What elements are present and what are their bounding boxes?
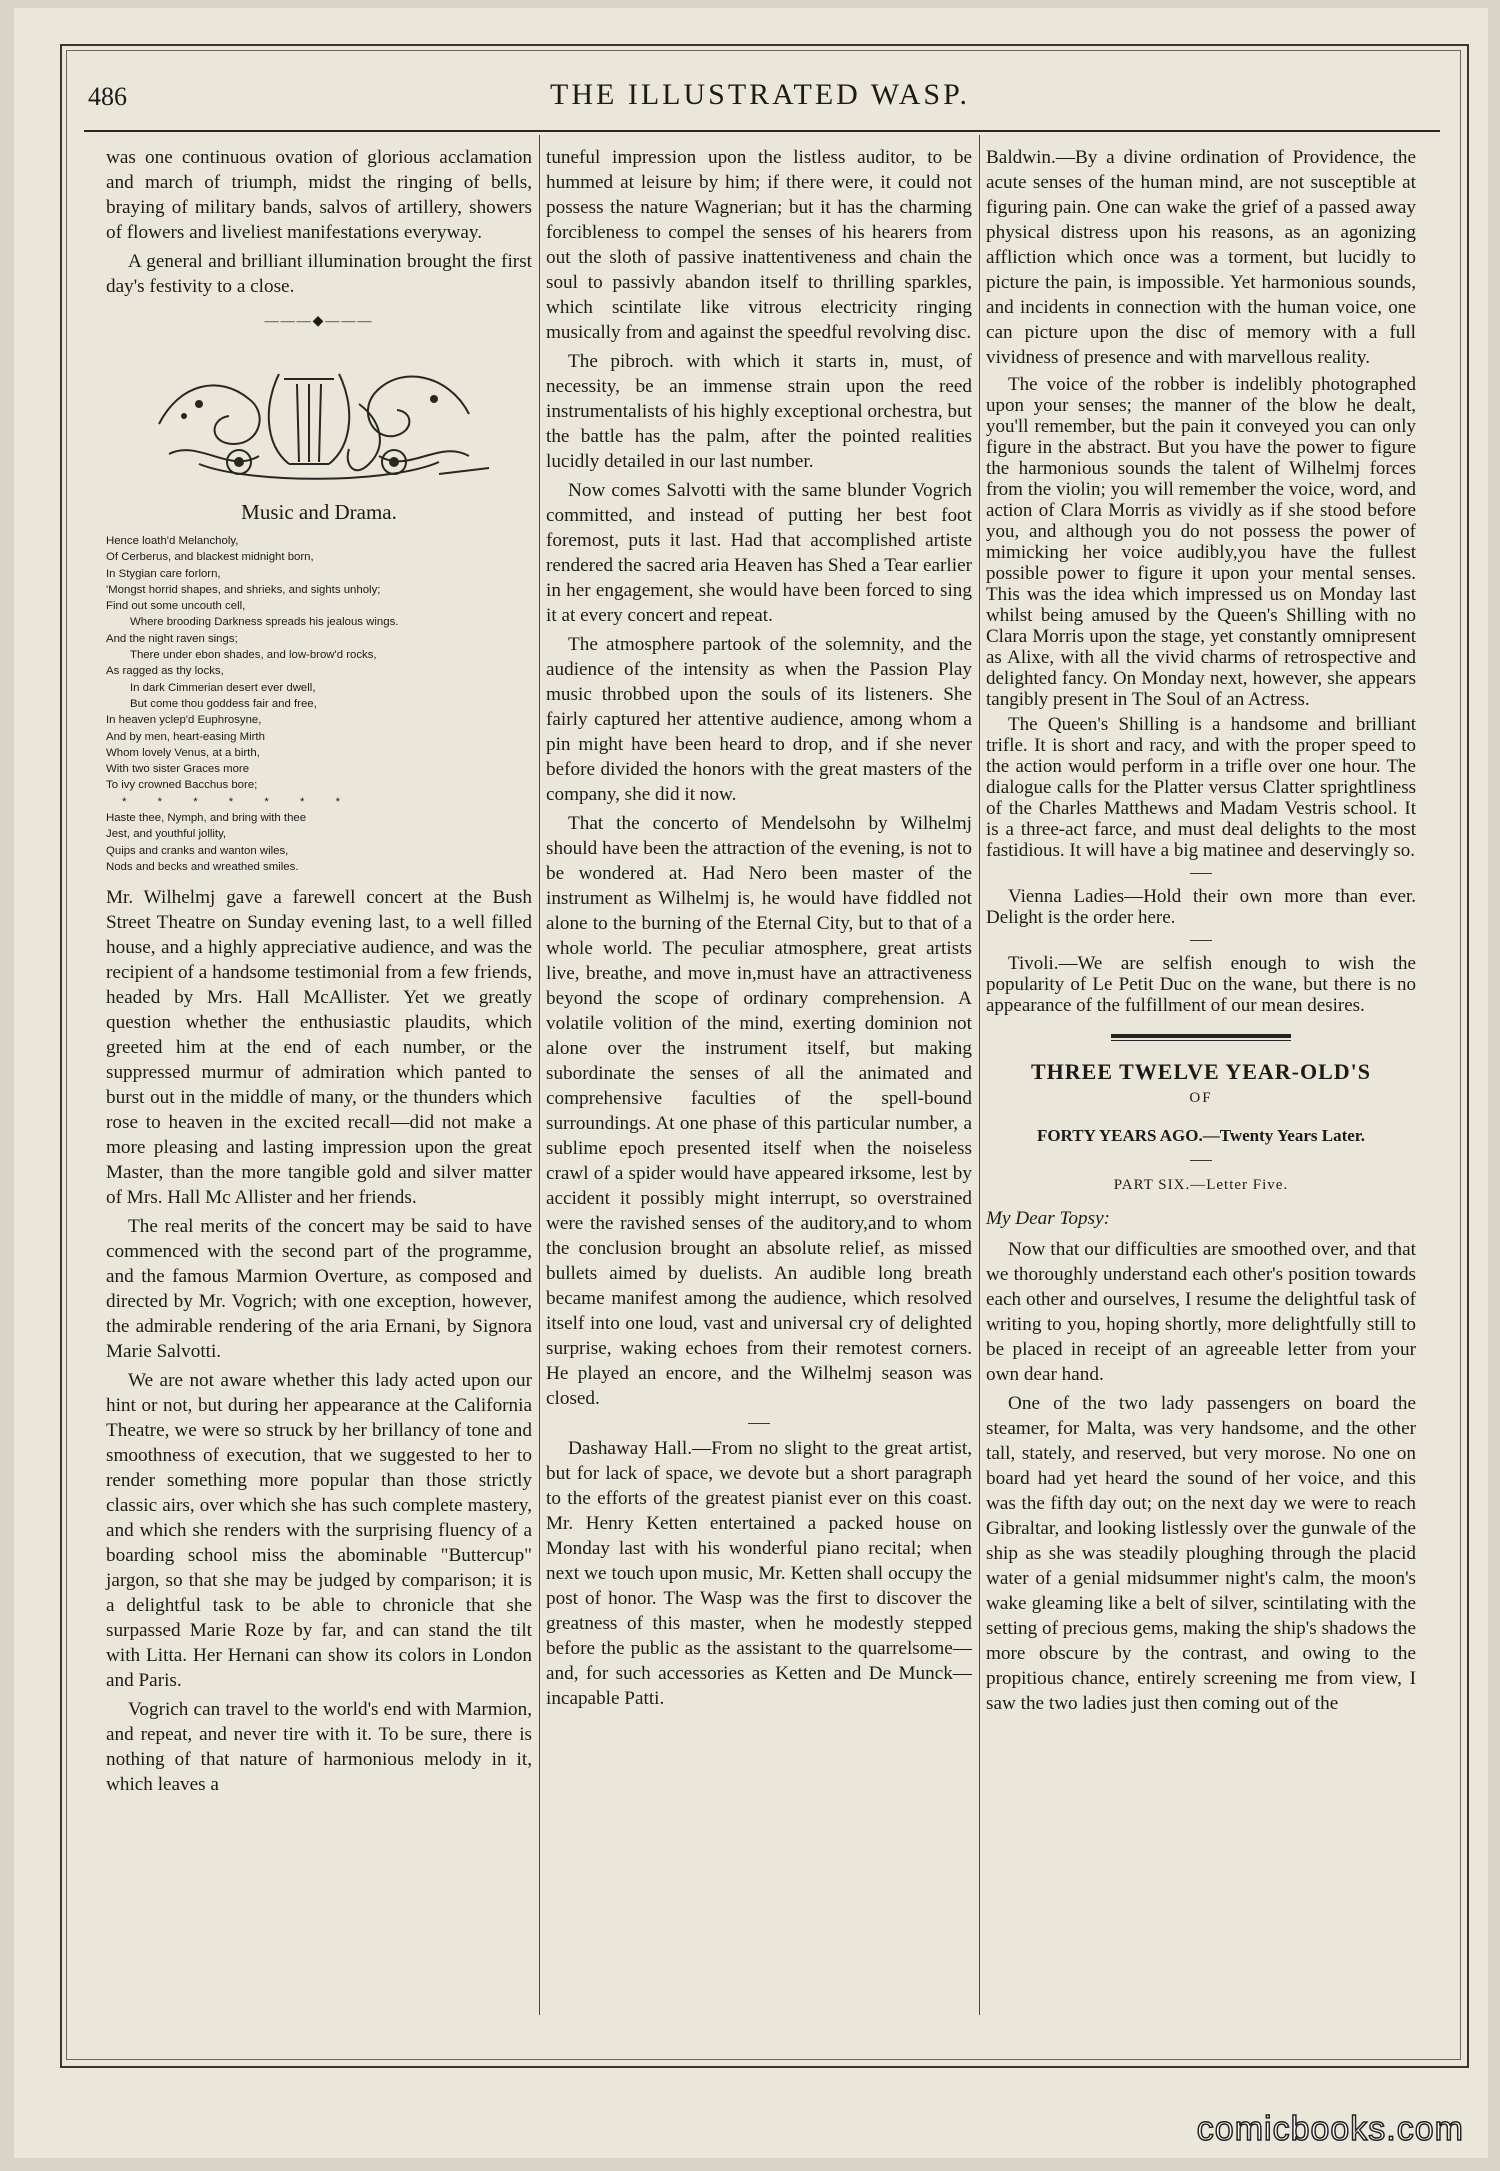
poem-line: And by men, heart-easing Mirth bbox=[106, 730, 265, 743]
paragraph-salvotti-blunder: Now comes Salvotti with the same blunder Vogrich committed, and instead of putting her best foot foremost, puts it last. Had that accomplished artiste rendered the sacred aria Heaven has Shed a Tear earlier in her engagement, she would have been forced to sing it at every concert and repeat. bbox=[546, 480, 972, 626]
paragraph-pibroch: The pibroch. with which it starts in, must, of necessity, be an immense strain upon the reed instrumentalists of his highly exceptional orchestra, but the battle has the palm, after the pointed realities lucidly detailed in our last number. bbox=[546, 351, 972, 472]
paragraph-tuneful: tuneful impression upon the listless auditor, to be hummed at leisure by him; if there were, it could not possess the nature Wagnerian; but it has the charming forcibleness to compel the senses of his hearers from out the sloth of passive inattentiveness and chain the soul to passivly abandon itself to thrilling sparkles, which scintilate like vitrous electricity ringing musically from and against the speedful revolving disc. bbox=[546, 147, 972, 343]
poem-line: In Stygian care forlorn, bbox=[106, 567, 221, 580]
column-rule-1 bbox=[539, 135, 540, 2015]
paragraph-wilhelmj-concert: Mr. Wilhelmj gave a farewell concert at the Bush Street Theatre on Sunday evening last, to a well filled house, and a highly appreciative audience, and was the recipient of a handsome testimonial from a few friends, headed by Mrs. Hall McAllister. Yet we greatly question whether the enthusiastic plaudits, which greeted him at the end of each number, or the suppressed murmur of admiration which panted to burst out in the middle of many, or the thunders which rose to heaven in the excited recall—did not make a more pleasing and lasting impression upon the great Master, than the more tangible gold and silver matter of Mrs. Hall Mc Allister and her friends. bbox=[106, 887, 532, 1209]
paragraph-concert-merits: The real merits of the concert may be said to have commenced with the second part of the programme, and the famous Marmion Overture, as composed and directed by Mr. Vogrich; with one exception, however, the admirable rendering of the aria Ernani, by Signora Marie Salvotti. bbox=[106, 1216, 532, 1363]
header-rule bbox=[84, 130, 1440, 132]
poem-line: Quips and cranks and wanton wiles, bbox=[106, 844, 289, 857]
paragraph-difficulties: Now that our difficulties are smoothed over, and that we thoroughly understand each other's position towards each other and ourselves, I resume the delightful task of writing to you, hoping shortly, more delightfully still to be placed in receipt of an agreeable letter from your own dear hand. bbox=[986, 1239, 1416, 1385]
column-rule-2 bbox=[979, 135, 980, 2015]
paragraph-queens-shilling: The Queen's Shilling is a handsome and brilliant trifle. It is short and racy, and with the proper speed to the action would perform in a trifle over one hour. The dialogue calls for the Platter versus Clatter sprightliness of the Charles Matthews and Madam Vestris school. It is a three-act farce, and must deal delights to the most fastidious. It will have a big matinee and deservingly so. bbox=[986, 714, 1416, 861]
paragraph-lady-passengers: One of the two lady passengers on board the steamer, for Malta, was very handsome, and the other tall, stately, and reserved, but very morose. No one on board had yet heard the sound of her voice, and this was the fifth day out; on the next day we were to reach Gibraltar, and looking listlessly over the gunwale of the ship as she was steadily ploughing through the placid water of a genial midsummer night's calm, the moon's wake gleaming like a belt of silver, scintilating with the setting of precious gems, making the ship's shadows the more obscure by the contrast, and owing to the propitious chance, entirely screening me from view, I saw the two ladies just then coming out of the bbox=[986, 1393, 1416, 1714]
poem-line: With two sister Graces more bbox=[106, 763, 250, 776]
poem-epigraph bbox=[106, 533, 532, 875]
lyre-and-scroll-ornament-icon bbox=[139, 344, 499, 494]
poem-line: There under ebon shades, and low-brow'd rocks, bbox=[130, 649, 377, 662]
poem-line: 'Mongst horrid shapes, and shrieks, and sights unholy; bbox=[106, 583, 381, 596]
poem-line: And the night raven sings; bbox=[106, 632, 238, 645]
section-title-music-and-drama: Music and Drama. bbox=[241, 500, 397, 524]
story-title: THREE TWELVE YEAR-OLD'S bbox=[1030, 1059, 1372, 1084]
heavy-divider bbox=[1111, 1034, 1291, 1038]
paragraph-salvotti-hint: We are not aware whether this lady acted upon our hint or not, but during her appearance at the California Theatre, we were so struck by her brillancy of tone and smoothness of execution, that we suggested to her to render something more popular than those strictly classic airs, over which she has such complete mastery, and which she renders with the surprising fluency of a boarding school miss the abominable "Buttercup" jargon, so that she may be judged by comparison; it is a delightful task to be able to chronicle that she surpassed Marie Roze by far, and can stand the tilt with Litta. Her Hernani can show its colors in London and Paris. bbox=[106, 1370, 532, 1692]
poem-line: In heaven yclep'd Euphrosyne, bbox=[106, 714, 262, 727]
paragraph-vienna-ladies: Vienna Ladies—Hold their own more than ever. Delight is the order here. bbox=[986, 886, 1416, 928]
paragraph-tivoli: Tivoli.—We are selfish enough to wish the popularity of Le Petit Duc on the wane, but there is no appearance of the fulfillment of our mean desires. bbox=[986, 953, 1416, 1016]
masthead: THE ILLUSTRATED WASP. bbox=[550, 78, 970, 111]
watermark: comicbooks.com bbox=[1196, 2110, 1464, 2148]
paragraph-dashaway-hall: Dashaway Hall.—From no slight to the great artist, but for lack of space, we devote but a short paragraph to the efforts of the greatest pianist ever on this coast. Mr. Henry Ketten entertained a packed house on Monday last with his wonderful piano recital; when next we touch upon music, Mr. Ketten shall occupy the post of honor. The Wasp was the first to discover the greatness of this master, when he modestly stepped before the public as the assistant to the quarrelsome—and, for such accessories as Ketten and De Munck—incapable Patti. bbox=[546, 1438, 972, 1709]
paragraph-illumination: A general and brilliant illumination brought the first day's festivity to a close. bbox=[106, 251, 532, 297]
paragraph-ovation: was one continuous ovation of glorious acclamation and march of triumph, midst the ringing of bells, braying of military bands, salvos of artillery, showers of flowers and liveliest manifestations everyway. bbox=[106, 147, 532, 243]
story-of: OF bbox=[1189, 1090, 1213, 1106]
poem-line: In dark Cimmerian desert ever dwell, bbox=[130, 681, 316, 694]
poem-stars: * * * * * * * bbox=[122, 795, 355, 808]
poem-line: Where brooding Darkness spreads his jealous wings. bbox=[130, 616, 399, 629]
poem-line: Haste thee, Nymph, and bring with thee bbox=[106, 812, 307, 825]
poem-line: To ivy crowned Bacchus bore; bbox=[106, 779, 258, 792]
story-part: PART SIX.—Letter Five. bbox=[1113, 1177, 1289, 1193]
poem-line: Find out some uncouth cell, bbox=[106, 600, 246, 613]
poem-line: As ragged as thy locks, bbox=[106, 665, 224, 678]
letter-salutation: My Dear Topsy: bbox=[986, 1208, 1110, 1229]
paragraph-atmosphere: The atmosphere partook of the solemnity, and the audience of the intensity as when the Passion Play music throbbed upon the souls of its listeners. She fairly captured her attentive audience, among whom a pin might have been heard to drop, and if she never before divided the honors with the great masters of the company, she did it now. bbox=[546, 634, 972, 805]
poem-line: Nods and becks and wreathed smiles. bbox=[106, 860, 299, 873]
thin-divider bbox=[1111, 1040, 1291, 1041]
paragraph-mendelsohn-concerto: That the concerto of Mendelsohn by Wilhelmj should have been the attraction of the evening, is not to be wondered at. Had Nero been master of the instrument as Wilhelmj is, he would have fiddled not alone to the burning of the Eternal City, but to that of a whole world. The peculiar atmosphere, great artists live, breathe, and move in,must have an attractiveness beyond the scope of ordinary comprehension. A volatile volition of the mind, exerting dominion not alone over the instrument itself, but making subordinate the senses of all the animated and comprehensive faculties of the spell-bound surroundings. At one phase of this particular number, a sublime epoch presented itself when the noiseless crawl of a spider would have appeared irksome, lest by accident it possibly might interrupt, so overstrained were the ravished senses of the auditory,and to whom the conclusion brought an absolute relief, as missed bullets aimed by duelists. An audible long breath became manifest among the audience, which resolved itself into one loud, vast and universal cry of delighted surprise, waking echoes from their remotest corners. He played an encore, and the Wilhelmj season was closed. bbox=[546, 813, 972, 1409]
paragraph-vogrich-marmion: Vogrich can travel to the world's end with Marmion, and repeat, and never tire with it. To be sure, there is nothing of that nature of harmonious melody in it, which leaves a bbox=[106, 1699, 532, 1796]
column-2 bbox=[546, 145, 972, 1715]
column-3 bbox=[986, 145, 1416, 1720]
short-divider bbox=[748, 1423, 770, 1424]
poem-line: But come thou goddess fair and free, bbox=[130, 697, 317, 710]
poem-line: Whom lovely Venus, at a birth, bbox=[106, 746, 260, 759]
short-divider bbox=[1190, 1160, 1212, 1161]
poem-line: Of Cerberus, and blackest midnight born, bbox=[106, 551, 314, 564]
page-number: 486 bbox=[88, 82, 127, 111]
paragraph-robber-voice: The voice of the robber is indelibly photographed upon your senses; the manner of the blow he dealt, you'll remember, but the pain it conveyed you can only figure in the abstract. But you have the power to figure the harmonious sounds the talent of Wilhelmj forces from the violin; you will remember the voice, word, and action of Clara Morris as vividly as if she stood before you, and although you do not possess the power of mimicking her voice audibly,you have the fullest possible power to figure it upon your mental senses. This was the idea which impressed us on Monday last whilst being amused by the Queen's Shilling with no Clara Morris upon the stage, yet constantly omnipresent as Alixe, with all the vivid charms of retrospective and delighted fancy. On Monday next, however, she appears tangibly present in The Soul of an Actress. bbox=[986, 374, 1416, 710]
column-1 bbox=[106, 145, 532, 1801]
story-subtitle: FORTY YEARS AGO.—Twenty Years Later. bbox=[1036, 1126, 1366, 1145]
short-divider bbox=[1190, 940, 1212, 941]
poem-line: Hence loath'd Melancholy, bbox=[106, 535, 239, 547]
paragraph-baldwin: Baldwin.—By a divine ordination of Providence, the acute senses of the human mind, are not susceptible at figuring pain. One can wake the grief of a passed away physical distress upon his reasons, as an agonizing affliction which once was a torment, but lucidly to picture the pain, is impossible. Yet harmonious sounds, and incidents in connection with the human voice, one can picture upon the disc of memory with a full vividness of presence and with marvellous reality. bbox=[986, 147, 1416, 368]
ornament-divider: ———◆——— bbox=[264, 314, 374, 329]
short-divider bbox=[1190, 873, 1212, 874]
poem-line: Jest, and youthful jollity, bbox=[106, 828, 227, 841]
